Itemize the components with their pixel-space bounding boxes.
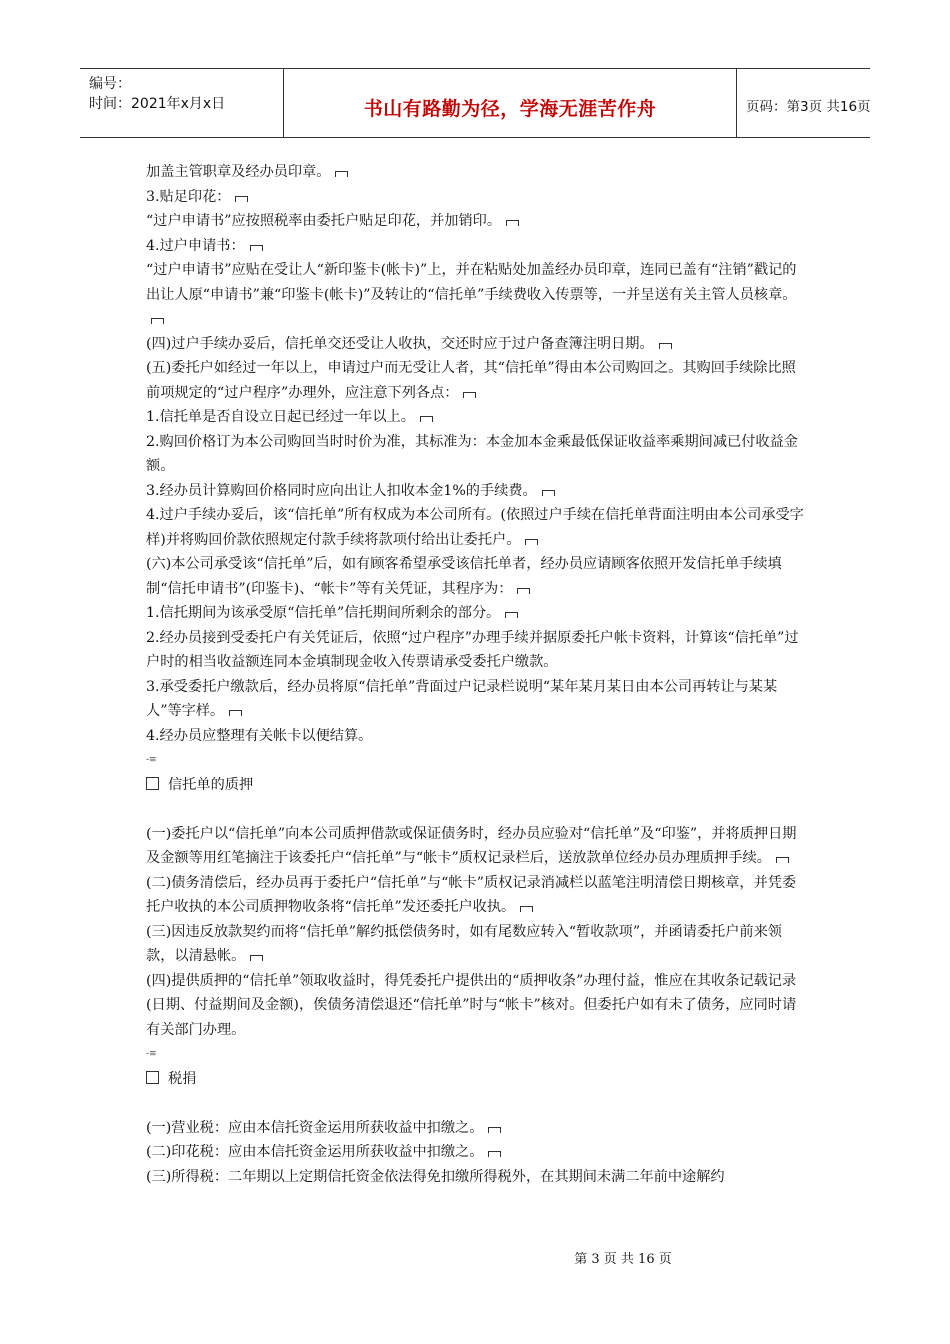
paragraph: “过户申请书”应贴在受让人“新印鉴卡(帐卡)”上，并在粘贴处加盖经办员印章，连同已盖有“注销”戳记的出让人原“申请书”兼“印鉴卡(帐卡)”及转让的“信托单”手续费收入传票等，一并呈送有关主管人员核章。: [146, 258, 806, 332]
paragraph-mark: [517, 588, 530, 594]
paragraph: (一)委托户以“信托单”向本公司质押借款或保证债务时，经办员应验对“信托单”及“印鉴”，并将质押日期及金额等用红笔摘注于该委托户“信托单”与“帐卡”质权记录栏后，送放款单位经办员办理质押手续。: [146, 825, 797, 866]
paragraph: (三)所得税：二年期以上定期信托资金依法得免扣缴所得税外，在其期间未满二年前中途解约: [146, 1168, 725, 1185]
paragraph: 1.信托单是否自设立日起已经过一年以上。: [146, 405, 806, 430]
paragraph: (二)债务清偿后，经办员再于委托户“信托单”与“帐卡”质权记录消减栏以蓝笔注明清偿日期核章，并凭委托户收执的本公司质押物收条将“信托单”发还委托户收执。: [146, 874, 797, 915]
paragraph-mark: [776, 857, 789, 863]
header-page-cell: [737, 69, 870, 137]
document-date-label: 时间：2021年x月x日: [89, 96, 226, 112]
paragraph: 1.信托期间为该承受原“信托单”信托期间所剩余的部分。: [146, 601, 806, 626]
paragraph: (六)本公司承受该“信托单”后，如有顾客希望承受该信托单者，经办员应请顾客依照开发信托单手续填制“信托申请书”(印鉴卡)、“帐卡”等有关凭证，其程序为：: [146, 556, 782, 597]
page-footer: [0, 1248, 950, 1267]
footer-page-number: 第 3 页 共 16 页: [574, 1252, 672, 1267]
paragraph-mark: [488, 1127, 501, 1133]
paragraph-mark: [335, 171, 348, 177]
paragraph: 3.承受委托户缴款后，经办员将原“信托单”背面过户记录栏说明“某年某月某日由本公司再转让与某某人”等字样。: [146, 678, 778, 719]
header-motto: 书山有路勤为径，学海无涯苦作舟: [363, 98, 657, 120]
paragraph: (四)过户手续办妥后，信托单交还受让人收执，交还时应于过户备查簿注明日期。: [146, 332, 806, 357]
document-body: [146, 160, 806, 1189]
paragraph-mark: [250, 245, 263, 251]
paragraph: 3.贴足印花：: [146, 185, 806, 210]
paragraph: 4.经办员应整理有关帐卡以便结算。: [146, 727, 373, 744]
paragraph: “过户申请书”应按照税率由委托户贴足印花，并加销印。: [146, 209, 806, 234]
paragraph: 3.经办员计算购回价格同时应向出让人扣收本金1%的手续费。: [146, 479, 806, 504]
page-header: [80, 68, 870, 138]
paragraph-mark: [235, 196, 248, 202]
header-motto-cell: [284, 69, 737, 137]
section-heading: 信托单的质押: [146, 773, 806, 798]
paragraph-mark: [525, 539, 538, 545]
paragraph: (三)因违反放款契约而将“信托单”解约抵偿债务时，如有尾数应转入“暂收款项”，并函请委托户前来领款，以清悬帐。: [146, 923, 782, 964]
paragraph-mark: [488, 1151, 501, 1157]
paragraph-mark: [151, 318, 164, 324]
paragraph: (一)营业税：应由本信托资金运用所获收益中扣缴之。: [146, 1116, 806, 1141]
paragraph: 加盖主管职章及经办员印章。: [146, 160, 806, 185]
header-left-cell: [80, 69, 284, 137]
paragraph: 2.购回价格订为本公司购回当时时价为准，其标准为：本金加本金乘最低保证收益率乘期间减已付收益金额。: [146, 433, 798, 474]
paragraph-mark: [505, 612, 518, 618]
section-separator: -≡: [146, 1049, 157, 1059]
checkbox-icon: [146, 1071, 159, 1084]
document-number-label: 编号：: [89, 76, 131, 92]
section-separator: -≡: [146, 755, 157, 765]
paragraph-mark: [659, 343, 672, 349]
paragraph: 4.过户手续办妥后，该“信托单”所有权成为本公司所有。(依照过户手续在信托单背面注明由本公司承受字样)并将购回价款依照规定付款手续将款项付给出让委托户。: [146, 507, 804, 548]
paragraph-mark: [420, 416, 433, 422]
paragraph-mark: [520, 906, 533, 912]
header-page-number: 页码：第3页 共16页: [746, 99, 871, 115]
checkbox-icon: [146, 777, 159, 790]
paragraph: (二)印花税：应由本信托资金运用所获收益中扣缴之。: [146, 1140, 806, 1165]
paragraph-mark: [463, 392, 476, 398]
section-heading: 税捐: [146, 1067, 806, 1092]
paragraph: 2.经办员接到受委托户有关凭证后，依照“过户程序”办理手续并据原委托户帐卡资料，计算该“信托单”过户时的相当收益额连同本金填制现金收入传票请承受委托户缴款。: [146, 629, 799, 670]
paragraph: 4.过户申请书：: [146, 234, 806, 259]
paragraph: (五)委托户如经过一年以上，申请过户而无受让人者，其“信托单”得由本公司购回之。其购回手续除比照前项规定的“过户程序”办理外，应注意下列各点：: [146, 360, 796, 401]
paragraph-mark: [250, 955, 263, 961]
paragraph-mark: [229, 710, 242, 716]
paragraph-mark: [542, 490, 555, 496]
paragraph-mark: [506, 220, 519, 226]
paragraph: (四)提供质押的“信托单”领取收益时，得凭委托户提供出的“质押收条”办理付益，惟应在其收条记载记录(日期、付益期间及金额)，俟债务清偿退还“信托单”时与“帐卡”核对。但委托户如有未了债务，应同时请有关部门办理。: [146, 972, 797, 1038]
